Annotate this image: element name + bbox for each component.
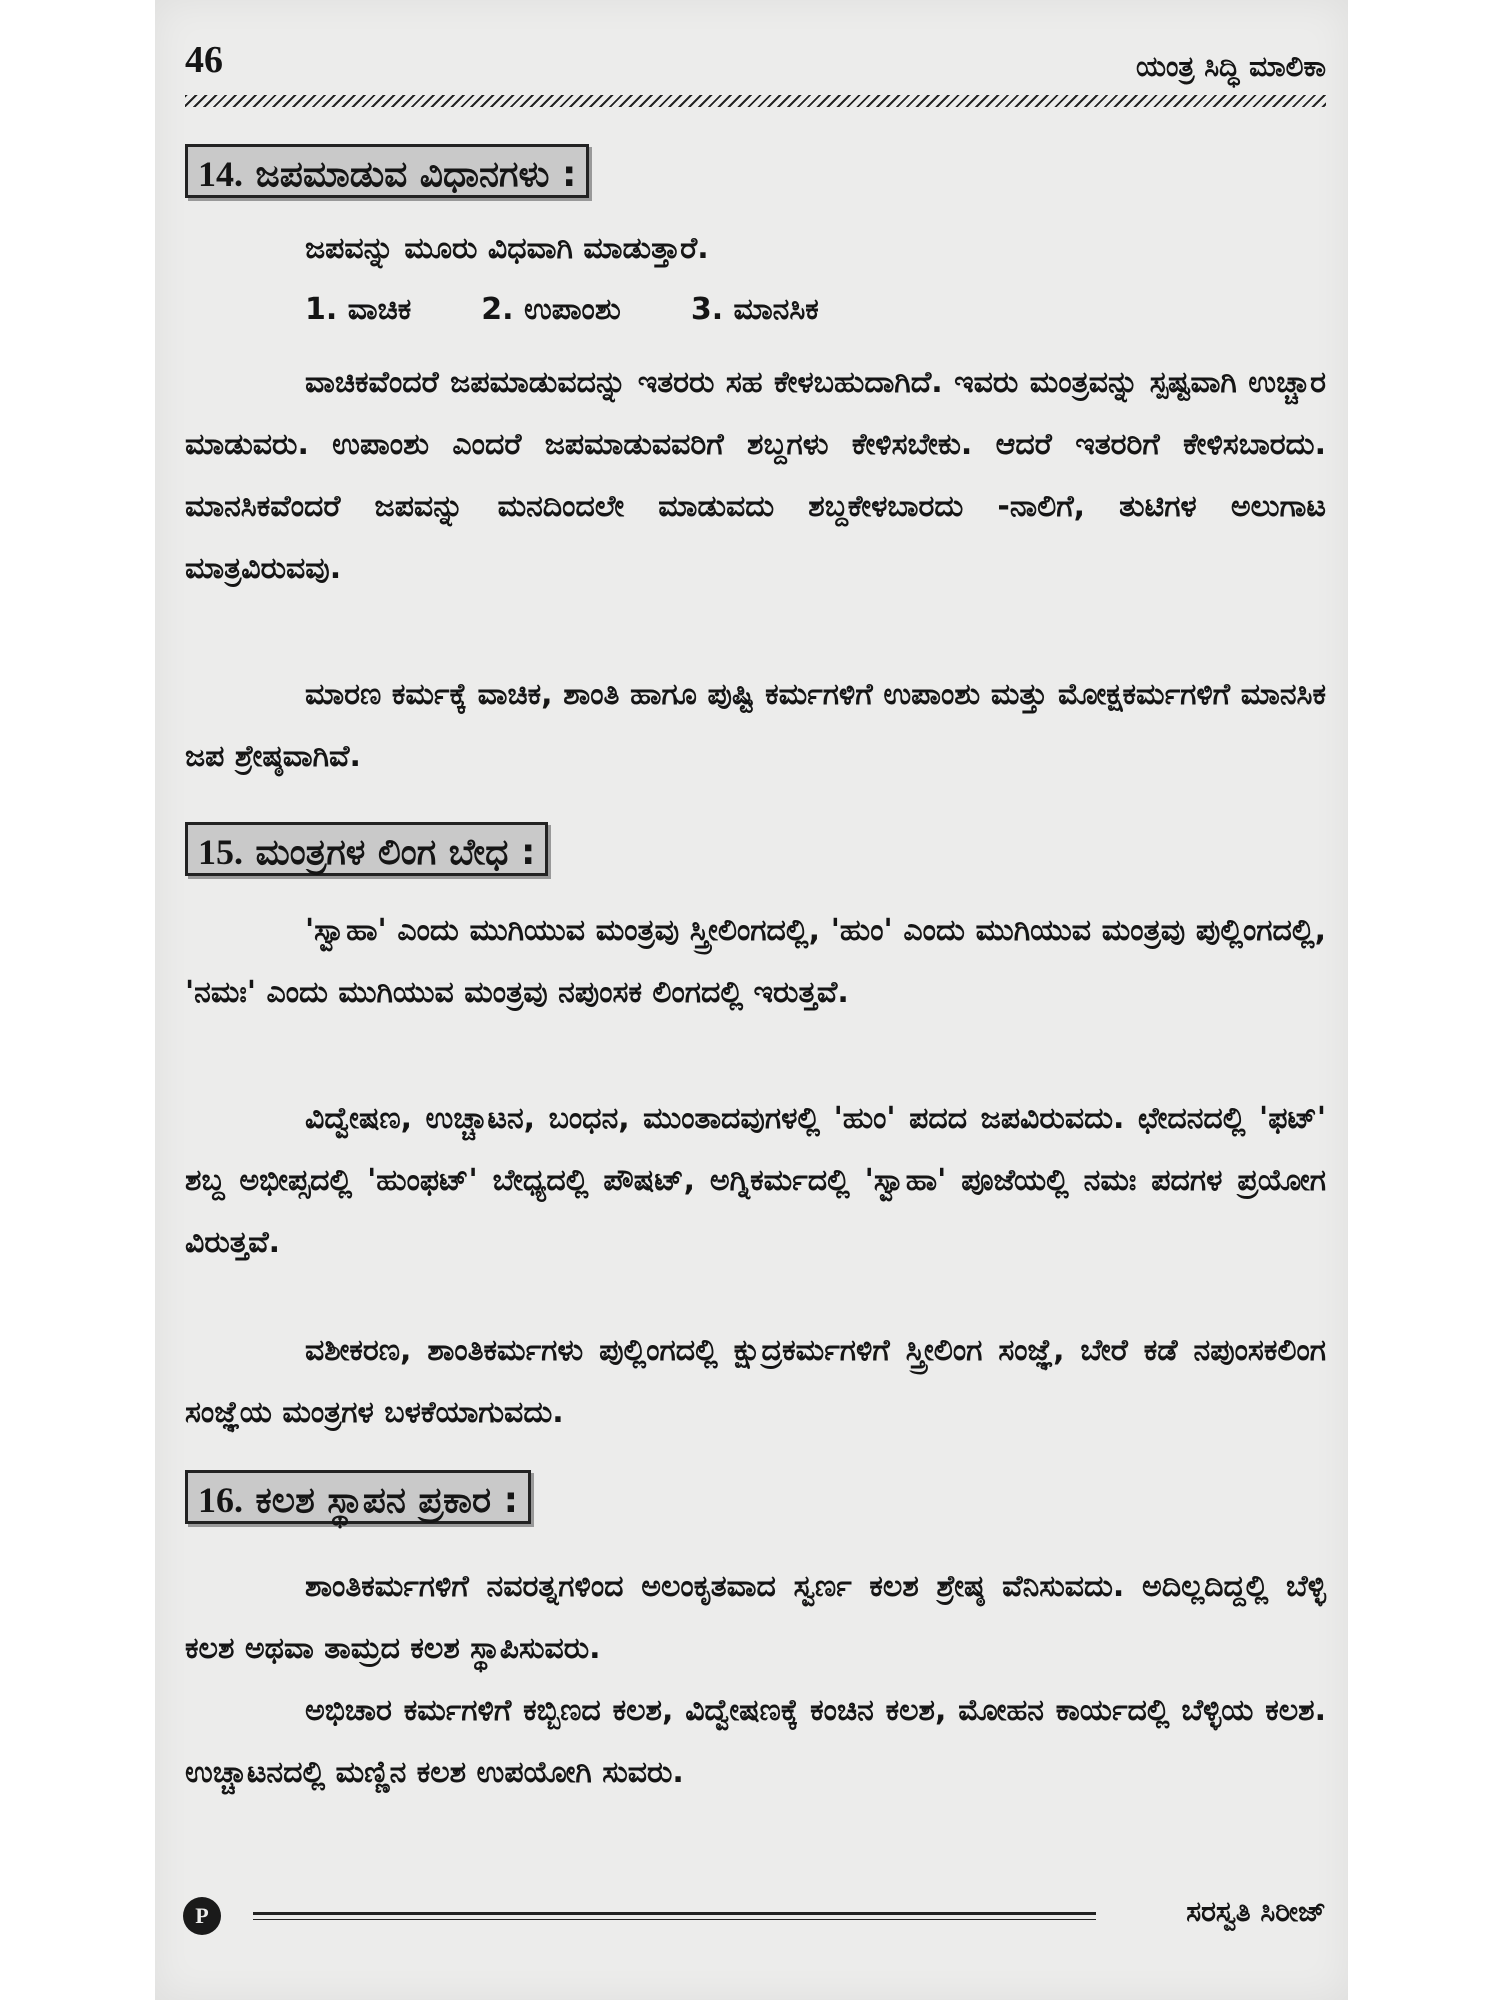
japa-types-list (305, 292, 819, 327)
book-page (155, 0, 1348, 2000)
series-name: ಸರಸ್ವತಿ ಸಿರೀಜ್ (1186, 1895, 1326, 1928)
section-number: 16. (198, 1480, 243, 1520)
paragraph: ಶಾಂತಿಕರ್ಮಗಳಿಗೆ ನವರತ್ನಗಳಿಂದ ಅಲಂಕೃತವಾದ ಸ್ವರ್ಣ ಕಲಶ ಶ್ರೇಷ್ಠ ವೆನಿಸುವದು. ಅದಿಲ್ಲದಿದ್ದಲ್ಲಿ ಬೆಳ್ಳಿ ಕಲಶ ಅಥವಾ ತಾಮ್ರದ ಕಲಶ ಸ್ಥಾಪಿಸುವರು. (185, 1569, 1326, 1666)
japa-type-item: 3. ಮಾನಸಿಕ (690, 292, 819, 327)
paragraph: 'ಸ್ವಾಹಾ' ಎಂದು ಮುಗಿಯುವ ಮಂತ್ರವು ಸ್ತ್ರೀಲಿಂಗದಲ್ಲಿ, 'ಹುಂ' ಎಂದು ಮುಗಿಯುವ ಮಂತ್ರವು ಪುಲ್ಲಿಂಗದಲ್ಲಿ, 'ನಮಃ' ಎಂದು ಮುಗಿಯುವ ಮಂತ್ರವು ನಪುಂಸಕ ಲಿಂಗದಲ್ಲಿ ಇರುತ್ತವೆ. (185, 913, 1326, 1010)
japa-type-item: 1. ವಾಚಿಕ (305, 292, 412, 327)
section-heading-14 (185, 144, 589, 198)
section-title: ಕಲಶ ಸ್ಥಾಪನ ಪ್ರಕಾರ : (255, 1480, 518, 1521)
section-heading-16 (185, 1470, 531, 1524)
japa-type-item: 2. ಉಪಾಂಶು (481, 292, 621, 327)
paragraph: ವಶೀಕರಣ, ಶಾಂತಿಕರ್ಮಗಳು ಪುಲ್ಲಿಂಗದಲ್ಲಿ ಕ್ಷುದ್ರಕರ್ಮಗಳಿಗೆ ಸ್ತ್ರೀಲಿಂಗ ಸಂಜ್ಞೆ, ಬೇರೆ ಕಡೆ ನಪುಂಸಕಲಿಂಗ ಸಂಜ್ಞೆಯ ಮಂತ್ರಗಳ ಬಳಕೆಯಾಗುವದು. (185, 1333, 1326, 1430)
section-number: 14. (198, 154, 243, 194)
section-title: ಜಪಮಾಡುವ ವಿಧಾನಗಳು : (255, 154, 577, 195)
paragraph: ವಾಚಿಕವೆಂದರೆ ಜಪಮಾಡುವದನ್ನು ಇತರರು ಸಹ ಕೇಳಬಹುದಾಗಿದೆ. ಇವರು ಮಂತ್ರವನ್ನು ಸ್ಪಷ್ಟವಾಗಿ ಉಚ್ಚಾರ ಮಾಡುವರು. ಉಪಾಂಶು ಎಂದರೆ ಜಪಮಾಡುವವರಿಗೆ ಶಬ್ದಗಳು ಕೇಳಿಸಬೇಕು. ಆದರೆ ಇತರರಿಗೆ ಕೇಳಿಸಬಾರದು. ಮಾನಸಿಕವೆಂದರೆ ಜಪವನ್ನು ಮನದಿಂದಲೇ ಮಾಡುವದು ಶಬ್ದಕೇಳಬಾರದು -ನಾಲಿಗೆ, ತುಟಿಗಳ ಅಲುಗಾಟ ಮಾತ್ರವಿರುವವು. (185, 365, 1326, 586)
header-divider (185, 95, 1326, 107)
footer-divider (253, 1912, 1096, 1920)
section-title: ಮಂತ್ರಗಳ ಲಿಂಗ ಬೇಧ : (255, 832, 536, 873)
section-heading-15 (185, 822, 548, 876)
section-intro: ಜಪವನ್ನು ಮೂರು ವಿಧವಾಗಿ ಮಾಡುತ್ತಾರೆ. (305, 231, 709, 266)
paragraph: ವಿದ್ವೇಷಣ, ಉಚ್ಚಾಟನ, ಬಂಧನ, ಮುಂತಾದವುಗಳಲ್ಲಿ 'ಹುಂ' ಪದದ ಜಪವಿರುವದು. ಛೇದನದಲ್ಲಿ 'ಫಟ್' ಶಬ್ದ ಅಭೀಪ್ಸದಲ್ಲಿ 'ಹುಂಫಟ್' ಬೇಧ್ಯದಲ್ಲಿ ಪೌಷಟ್, ಅಗ್ನಿಕರ್ಮದಲ್ಲಿ 'ಸ್ವಾಹಾ' ಪೂಜೆಯಲ್ಲಿ ನಮಃ ಪದಗಳ ಪ್ರಯೋಗ ವಿರುತ್ತವೆ. (185, 1101, 1326, 1260)
paragraph: ಮಾರಣ ಕರ್ಮಕ್ಕೆ ವಾಚಿಕ, ಶಾಂತಿ ಹಾಗೂ ಪುಷ್ಟಿ ಕರ್ಮಗಳಿಗೆ ಉಪಾಂಶು ಮತ್ತು ಮೋಕ್ಷಕರ್ಮಗಳಿಗೆ ಮಾನಸಿಕ ಜಪ ಶ್ರೇಷ್ಠವಾಗಿವೆ. (185, 677, 1326, 774)
page-number: 46 (185, 39, 223, 81)
publisher-logo-icon: P (183, 1897, 221, 1935)
book-title: ಯಂತ್ರ ಸಿದ್ಧಿ ಮಾಲಿಕಾ (1136, 50, 1326, 83)
page-footer (183, 1895, 1326, 1945)
section-number: 15. (198, 832, 243, 872)
paragraph: ಅಭಿಚಾರ ಕರ್ಮಗಳಿಗೆ ಕಬ್ಬಿಣದ ಕಲಶ, ವಿದ್ವೇಷಣಕ್ಕೆ ಕಂಚಿನ ಕಲಶ, ಮೋಹನ ಕಾರ್ಯದಲ್ಲಿ ಬೆಳ್ಳಿಯ ಕಲಶ. ಉಚ್ಚಾಟನದಲ್ಲಿ ಮಣ್ಣಿನ ಕಲಶ ಉಪಯೋಗಿ ಸುವರು. (185, 1693, 1326, 1790)
